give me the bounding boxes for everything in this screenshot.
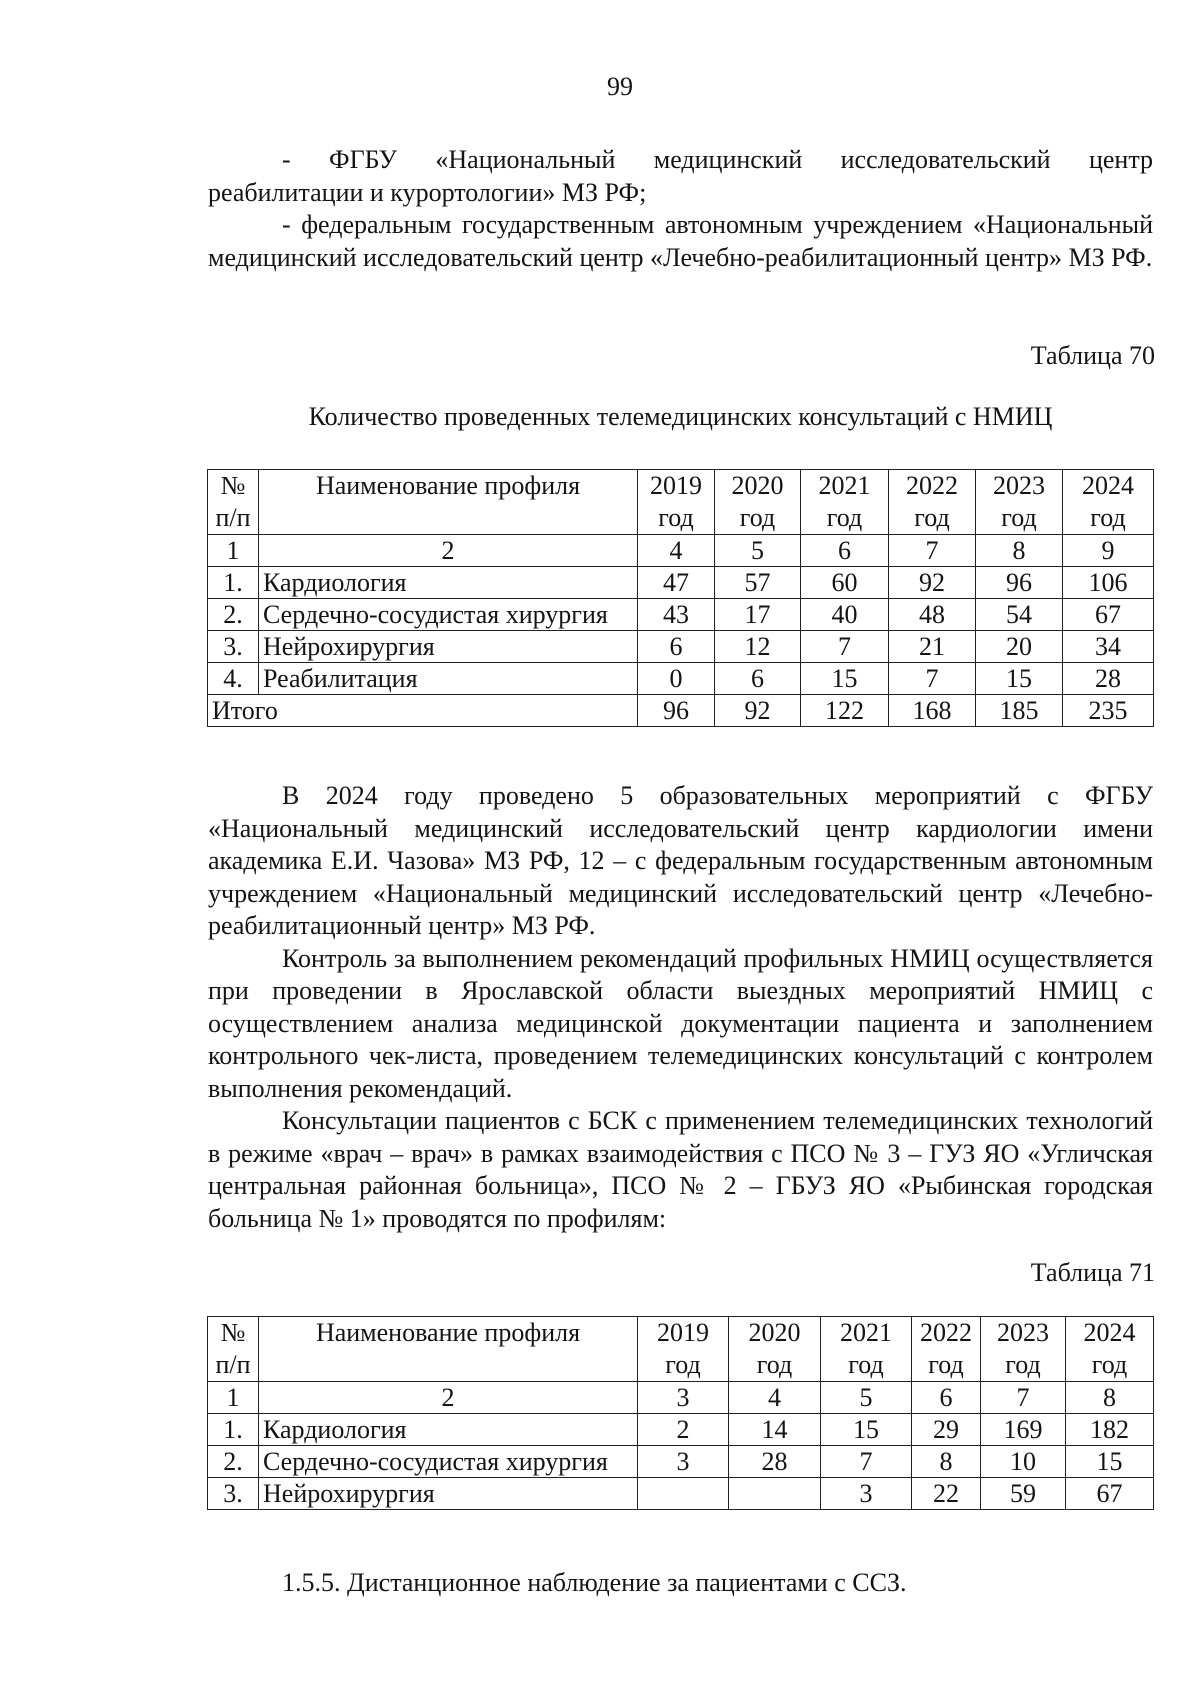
intro-line-2: - федеральным государственным автономным учреждением «Национальный медицинский исследовательский центр «Лечебно-реабилитационный центр» МЗ РФ. xyxy=(208,210,1153,272)
section-heading: 1.5.5. Дистанционное наблюдение за пациентами с ССЗ. xyxy=(282,1568,907,1597)
row-value: 43 xyxy=(638,599,715,631)
header-year: 2019 год xyxy=(638,1317,729,1382)
row-num: 2. xyxy=(208,1446,259,1478)
row-value: 3 xyxy=(638,1446,729,1478)
row-value: 48 xyxy=(889,599,976,631)
table-row xyxy=(208,1478,1154,1510)
total-label: Итого xyxy=(208,695,638,727)
row-value: 67 xyxy=(1063,599,1154,631)
header-row xyxy=(208,1317,1154,1382)
row-value: 15 xyxy=(821,1414,912,1446)
row-value: 54 xyxy=(976,599,1063,631)
row-value: 28 xyxy=(729,1446,821,1478)
index-cell: 4 xyxy=(638,535,715,567)
header-year: 2021 год xyxy=(801,470,889,535)
row-value: 15 xyxy=(801,663,889,695)
body-paragraph-2: Контроль за выполнением рекомендаций профильных НМИЦ осуществляется при проведении в Ярославской области выездных мероприятий НМИЦ с осуществлением анализа медицинской документации пациента и заполнением контрольного чек-листа, проведением телемедицинских консультаций с контролем выполнения рекомендаций. xyxy=(208,943,1153,1103)
header-year: 2020 год xyxy=(715,470,801,535)
row-value: 7 xyxy=(821,1446,912,1478)
index-cell: 9 xyxy=(1063,535,1154,567)
row-value: 182 xyxy=(1066,1414,1154,1446)
row-value: 0 xyxy=(638,663,715,695)
index-cell: 2 xyxy=(259,1382,638,1414)
table-row xyxy=(208,1446,1154,1478)
row-value: 2 xyxy=(638,1414,729,1446)
body-paragraph-1: В 2024 году проведено 5 образовательных мероприятий с ФГБУ «Национальный медицинский исследовательский центр кардиологии имени академика Е.И. Чазова» МЗ РФ, 12 – с федеральным государственным автономным учреждением «Национальный медицинский исследовательский центр «Лечебно-реабилитационный центр» МЗ РФ. xyxy=(208,781,1153,940)
total-value: 122 xyxy=(801,695,889,727)
row-value: 28 xyxy=(1063,663,1154,695)
row-num: 4. xyxy=(208,663,259,695)
index-cell: 5 xyxy=(821,1382,912,1414)
total-value: 92 xyxy=(715,695,801,727)
row-num: 1. xyxy=(208,1414,259,1446)
row-value: 15 xyxy=(1066,1446,1154,1478)
row-value: 92 xyxy=(889,567,976,599)
header-name: Наименование профиля xyxy=(259,1317,638,1382)
total-value: 185 xyxy=(976,695,1063,727)
row-value: 3 xyxy=(821,1478,912,1510)
row-value xyxy=(638,1478,729,1510)
header-year: 2023 год xyxy=(981,1317,1066,1382)
index-cell: 8 xyxy=(976,535,1063,567)
index-row xyxy=(208,1382,1154,1414)
body-text xyxy=(208,780,1153,1235)
intro-text xyxy=(208,144,1153,274)
table71-label: Таблица 71 xyxy=(1030,1258,1155,1287)
index-cell: 6 xyxy=(912,1382,981,1414)
header-year: 2023 год xyxy=(976,470,1063,535)
table-70 xyxy=(207,469,1154,727)
row-name: Сердечно-сосудистая хирургия xyxy=(259,599,638,631)
header-num: № п/п xyxy=(208,1317,259,1382)
row-name: Реабилитация xyxy=(259,663,638,695)
index-cell: 1 xyxy=(208,1382,259,1414)
row-value: 12 xyxy=(715,631,801,663)
header-year: 2019 год xyxy=(638,470,715,535)
index-cell: 5 xyxy=(715,535,801,567)
index-cell: 2 xyxy=(259,535,638,567)
total-row xyxy=(208,695,1154,727)
header-num: № п/п xyxy=(208,470,259,535)
total-value: 96 xyxy=(638,695,715,727)
row-num: 3. xyxy=(208,631,259,663)
row-name: Кардиология xyxy=(259,1414,638,1446)
row-value: 40 xyxy=(801,599,889,631)
row-value: 14 xyxy=(729,1414,821,1446)
header-year: 2020 год xyxy=(729,1317,821,1382)
table-row xyxy=(208,567,1154,599)
header-year: 2022 год xyxy=(912,1317,981,1382)
row-value: 21 xyxy=(889,631,976,663)
row-value: 29 xyxy=(912,1414,981,1446)
row-num: 1. xyxy=(208,567,259,599)
row-name: Кардиология xyxy=(259,567,638,599)
table-row xyxy=(208,1414,1154,1446)
row-value: 169 xyxy=(981,1414,1066,1446)
row-value: 106 xyxy=(1063,567,1154,599)
header-name: Наименование профиля xyxy=(259,470,638,535)
row-value: 17 xyxy=(715,599,801,631)
row-value: 60 xyxy=(801,567,889,599)
index-cell: 4 xyxy=(729,1382,821,1414)
index-cell: 7 xyxy=(889,535,976,567)
total-value: 168 xyxy=(889,695,976,727)
row-value: 6 xyxy=(715,663,801,695)
row-value: 20 xyxy=(976,631,1063,663)
index-cell: 7 xyxy=(981,1382,1066,1414)
row-value: 57 xyxy=(715,567,801,599)
header-year: 2022 год xyxy=(889,470,976,535)
row-name: Нейрохирургия xyxy=(259,1478,638,1510)
row-value: 7 xyxy=(889,663,976,695)
row-value: 6 xyxy=(638,631,715,663)
header-year: 2021 год xyxy=(821,1317,912,1382)
index-cell: 8 xyxy=(1066,1382,1154,1414)
row-value: 7 xyxy=(801,631,889,663)
header-year: 2024 год xyxy=(1063,470,1154,535)
row-name: Нейрохирургия xyxy=(259,631,638,663)
row-num: 2. xyxy=(208,599,259,631)
row-value: 10 xyxy=(981,1446,1066,1478)
row-value xyxy=(729,1478,821,1510)
total-value: 235 xyxy=(1063,695,1154,727)
row-value: 15 xyxy=(976,663,1063,695)
table70-caption: Количество проведенных телемедицинских консультаций с НМИЦ xyxy=(308,402,1053,431)
index-cell: 6 xyxy=(801,535,889,567)
row-value: 96 xyxy=(976,567,1063,599)
page-number: 99 xyxy=(607,72,633,101)
row-value: 47 xyxy=(638,567,715,599)
header-row xyxy=(208,470,1154,535)
row-name: Сердечно-сосудистая хирургия xyxy=(259,1446,638,1478)
table-row xyxy=(208,631,1154,663)
table-71 xyxy=(207,1316,1154,1510)
row-value: 22 xyxy=(912,1478,981,1510)
index-cell: 3 xyxy=(638,1382,729,1414)
row-value: 59 xyxy=(981,1478,1066,1510)
index-row xyxy=(208,535,1154,567)
header-year: 2024 год xyxy=(1066,1317,1154,1382)
table-row xyxy=(208,663,1154,695)
row-value: 8 xyxy=(912,1446,981,1478)
intro-line-1: - ФГБУ «Национальный медицинский исследовательский центр реабилитации и курортологии» МЗ РФ; xyxy=(208,145,1153,207)
row-value: 67 xyxy=(1066,1478,1154,1510)
row-value: 34 xyxy=(1063,631,1154,663)
table70-label: Таблица 70 xyxy=(1030,341,1155,370)
index-cell: 1 xyxy=(208,535,259,567)
body-paragraph-3: Консультации пациентов с БСК с применением телемедицинских технологий в режиме «врач – врач» в рамках взаимодействия с ПСО № 3 – ГУЗ ЯО «Угличская центральная районная больница», ПСО № 2 – ГБУЗ ЯО «Рыбинская городская больница № 1» проводятся по профилям: xyxy=(208,1106,1153,1233)
row-num: 3. xyxy=(208,1478,259,1510)
table-row xyxy=(208,599,1154,631)
